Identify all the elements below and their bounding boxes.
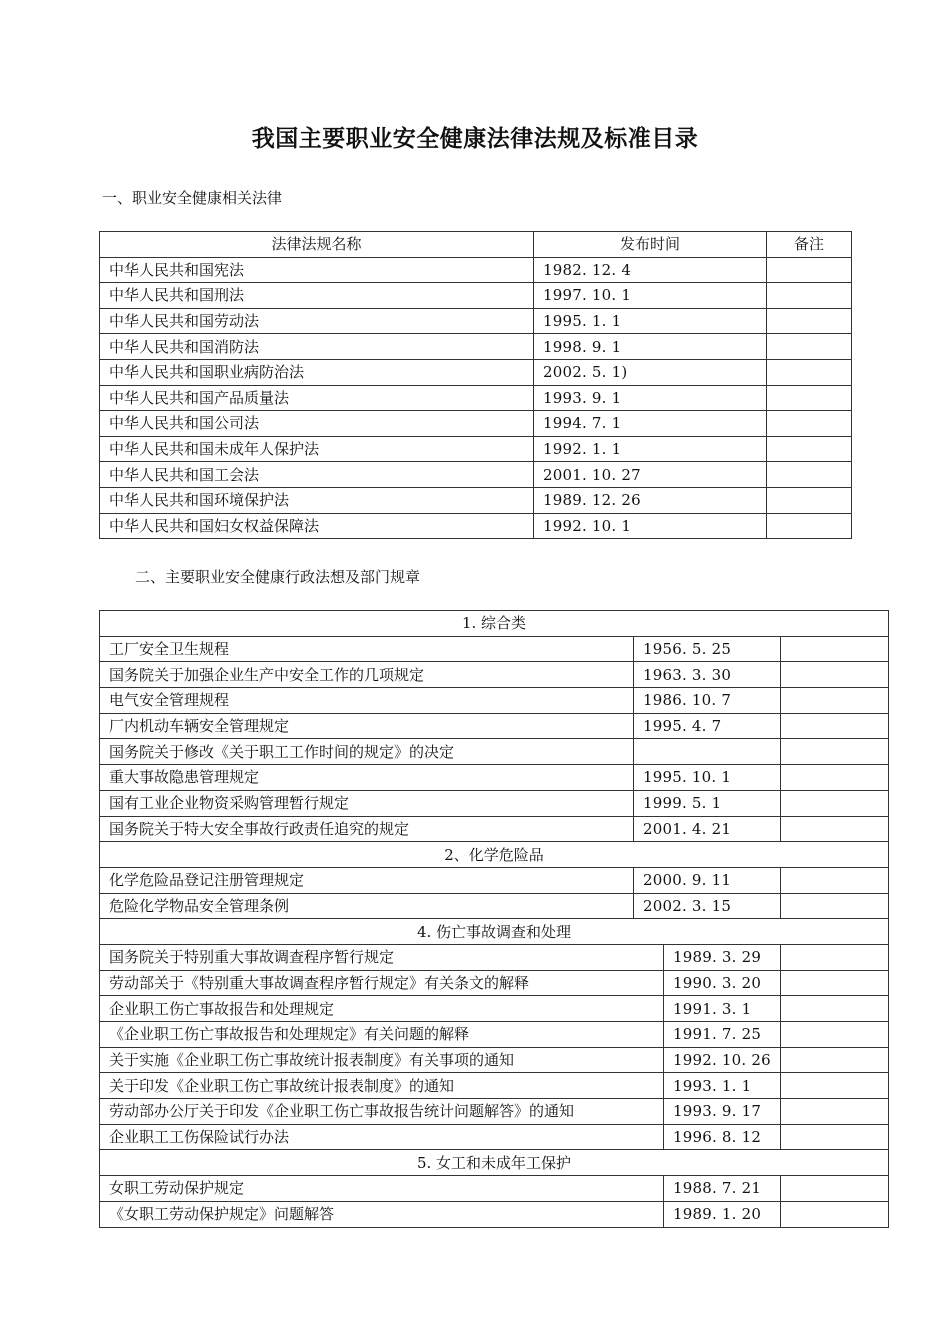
regulation-date: 1995. 10. 1: [634, 765, 781, 791]
table-header-row: [100, 232, 852, 258]
table-row: [100, 970, 889, 996]
regulation-remark: [781, 765, 889, 791]
law-date: 1992. 1. 1: [534, 436, 767, 462]
regulation-name: 国务院关于修改《关于职工工作时间的规定》的决定: [100, 739, 634, 765]
column-header-name: 法律法规名称: [100, 232, 534, 258]
regulation-remark: [781, 790, 889, 816]
table-row: [100, 1047, 889, 1073]
regulation-date: 1991. 3. 1: [664, 996, 781, 1022]
regulation-date: 1991. 7. 25: [664, 1022, 781, 1048]
table-row: [100, 257, 852, 283]
table-row: [100, 1022, 889, 1048]
table-row: [100, 790, 889, 816]
table-row: [100, 816, 889, 842]
regulation-name: 关于实施《企业职工伤亡事故统计报表制度》有关事项的通知: [100, 1047, 664, 1073]
regulation-name: 《女职工劳动保护规定》问题解答: [100, 1201, 664, 1227]
table-row: [100, 996, 889, 1022]
law-date: 1998. 9. 1: [534, 334, 767, 360]
table-row: [100, 739, 889, 765]
regulation-name: 国务院关于加强企业生产中安全工作的几项规定: [100, 662, 634, 688]
regulation-date: 1986. 10. 7: [634, 688, 781, 714]
table-row: [100, 462, 852, 488]
law-date: 1993. 9. 1: [534, 385, 767, 411]
law-remark: [767, 462, 852, 488]
law-date: 1992. 10. 1: [534, 513, 767, 539]
regulation-remark: [781, 1099, 889, 1125]
group-title: 2、化学危险品: [100, 842, 889, 868]
group-title: 1. 综合类: [100, 611, 889, 637]
regulation-remark: [781, 1176, 889, 1202]
regulation-date: [634, 739, 781, 765]
table-row: [100, 334, 852, 360]
regulation-remark: [781, 636, 889, 662]
regulation-name: 国务院关于特大安全事故行政责任追究的规定: [100, 816, 634, 842]
regulation-remark: [781, 688, 889, 714]
law-date: 2002. 5. 1): [534, 359, 767, 385]
law-date: 1997. 10. 1: [534, 283, 767, 309]
law-name: 中华人民共和国劳动法: [100, 308, 534, 334]
law-remark: [767, 308, 852, 334]
law-remark: [767, 385, 852, 411]
law-name: 中华人民共和国刑法: [100, 283, 534, 309]
law-name: 中华人民共和国职业病防治法: [100, 359, 534, 385]
regulation-name: 劳动部办公厅关于印发《企业职工伤亡事故报告统计问题解答》的通知: [100, 1099, 664, 1125]
regulation-remark: [781, 1047, 889, 1073]
regulation-remark: [781, 739, 889, 765]
table-row: [100, 1099, 889, 1125]
table-row: [100, 308, 852, 334]
regulation-remark: [781, 1124, 889, 1150]
law-name: 中华人民共和国未成年人保护法: [100, 436, 534, 462]
regulation-name: 厂内机动车辆安全管理规定: [100, 713, 634, 739]
regulation-remark: [781, 970, 889, 996]
regulation-date: 1995. 4. 7: [634, 713, 781, 739]
table-row: [100, 765, 889, 791]
group-title: 5. 女工和未成年工保护: [100, 1150, 889, 1176]
regulation-date: 1956. 5. 25: [634, 636, 781, 662]
regulation-name: 女职工劳动保护规定: [100, 1176, 664, 1202]
law-name: 中华人民共和国工会法: [100, 462, 534, 488]
regulation-name: 国务院关于特别重大事故调查程序暂行规定: [100, 944, 664, 970]
column-header-date: 发布时间: [534, 232, 767, 258]
regulation-name: 国有工业企业物资采购管理暂行规定: [100, 790, 634, 816]
regulation-remark: [781, 662, 889, 688]
regulation-date: 1990. 3. 20: [664, 970, 781, 996]
laws-table: [99, 231, 852, 539]
law-remark: [767, 513, 852, 539]
law-date: 2001. 10. 27: [534, 462, 767, 488]
regulation-date: 1996. 8. 12: [664, 1124, 781, 1150]
regulation-name: 化学危险品登记注册管理规定: [100, 867, 634, 893]
table-row: [100, 436, 852, 462]
law-remark: [767, 334, 852, 360]
regulation-date: 1999. 5. 1: [634, 790, 781, 816]
group-header-row: [100, 919, 889, 945]
regulation-remark: [781, 893, 889, 919]
table-row: [100, 513, 852, 539]
table-row: [100, 1201, 889, 1227]
table-row: [100, 713, 889, 739]
table-row: [100, 944, 889, 970]
regulation-name: 危险化学物品安全管理条例: [100, 893, 634, 919]
law-date: 1995. 1. 1: [534, 308, 767, 334]
regulation-date: 1992. 10. 26: [664, 1047, 781, 1073]
regulation-name: 企业职工伤亡事故报告和处理规定: [100, 996, 664, 1022]
table-row: [100, 359, 852, 385]
table-row: [100, 688, 889, 714]
regulation-name: 关于印发《企业职工伤亡事故统计报表制度》的通知: [100, 1073, 664, 1099]
table-row: [100, 283, 852, 309]
regulation-name: 企业职工工伤保险试行办法: [100, 1124, 664, 1150]
law-remark: [767, 257, 852, 283]
group-header-row: [100, 611, 889, 637]
table-row: [100, 1176, 889, 1202]
regulation-date: 1993. 9. 17: [664, 1099, 781, 1125]
regulation-remark: [781, 713, 889, 739]
regulation-remark: [781, 1201, 889, 1227]
law-name: 中华人民共和国消防法: [100, 334, 534, 360]
law-date: 1989. 12. 26: [534, 487, 767, 513]
regulation-date: 1963. 3. 30: [634, 662, 781, 688]
regulation-name: 《企业职工伤亡事故报告和处理规定》有关问题的解释: [100, 1022, 664, 1048]
regulation-remark: [781, 996, 889, 1022]
table-row: [100, 1124, 889, 1150]
table-row: [100, 893, 889, 919]
table-row: [100, 1073, 889, 1099]
regulation-date: 1993. 1. 1: [664, 1073, 781, 1099]
regulation-name: 电气安全管理规程: [100, 688, 634, 714]
law-remark: [767, 436, 852, 462]
regulation-remark: [781, 867, 889, 893]
regulation-remark: [781, 1073, 889, 1099]
regulation-name: 劳动部关于《特别重大事故调查程序暂行规定》有关条文的解释: [100, 970, 664, 996]
regulation-date: 2002. 3. 15: [634, 893, 781, 919]
law-name: 中华人民共和国妇女权益保障法: [100, 513, 534, 539]
group-header-row: [100, 1150, 889, 1176]
regulation-date: 2001. 4. 21: [634, 816, 781, 842]
table-row: [100, 411, 852, 437]
column-header-remark: 备注: [767, 232, 852, 258]
page-title: 我国主要职业安全健康法律法规及标准目录: [251, 126, 699, 152]
table-row: [100, 662, 889, 688]
law-remark: [767, 359, 852, 385]
law-name: 中华人民共和国公司法: [100, 411, 534, 437]
law-date: 1982. 12. 4: [534, 257, 767, 283]
table-row: [100, 636, 889, 662]
regulation-remark: [781, 816, 889, 842]
law-date: 1994. 7. 1: [534, 411, 767, 437]
regulations-table: [99, 610, 889, 1228]
table-row: [100, 385, 852, 411]
table-row: [100, 487, 852, 513]
regulation-name: 工厂安全卫生规程: [100, 636, 634, 662]
regulation-date: 1988. 7. 21: [664, 1176, 781, 1202]
regulation-remark: [781, 944, 889, 970]
regulation-date: 1989. 3. 29: [664, 944, 781, 970]
law-name: 中华人民共和国宪法: [100, 257, 534, 283]
law-name: 中华人民共和国产品质量法: [100, 385, 534, 411]
regulation-date: 2000. 9. 11: [634, 867, 781, 893]
regulation-name: 重大事故隐患管理规定: [100, 765, 634, 791]
regulation-date: 1989. 1. 20: [664, 1201, 781, 1227]
law-remark: [767, 487, 852, 513]
group-title: 4. 伤亡事故调查和处理: [100, 919, 889, 945]
group-header-row: [100, 842, 889, 868]
regulation-remark: [781, 1022, 889, 1048]
section-1-heading: 一、职业安全健康相关法律: [102, 189, 283, 207]
law-remark: [767, 411, 852, 437]
law-name: 中华人民共和国环境保护法: [100, 487, 534, 513]
section-2-heading: 二、主要职业安全健康行政法想及部门规章: [135, 568, 421, 586]
law-remark: [767, 283, 852, 309]
table-row: [100, 867, 889, 893]
